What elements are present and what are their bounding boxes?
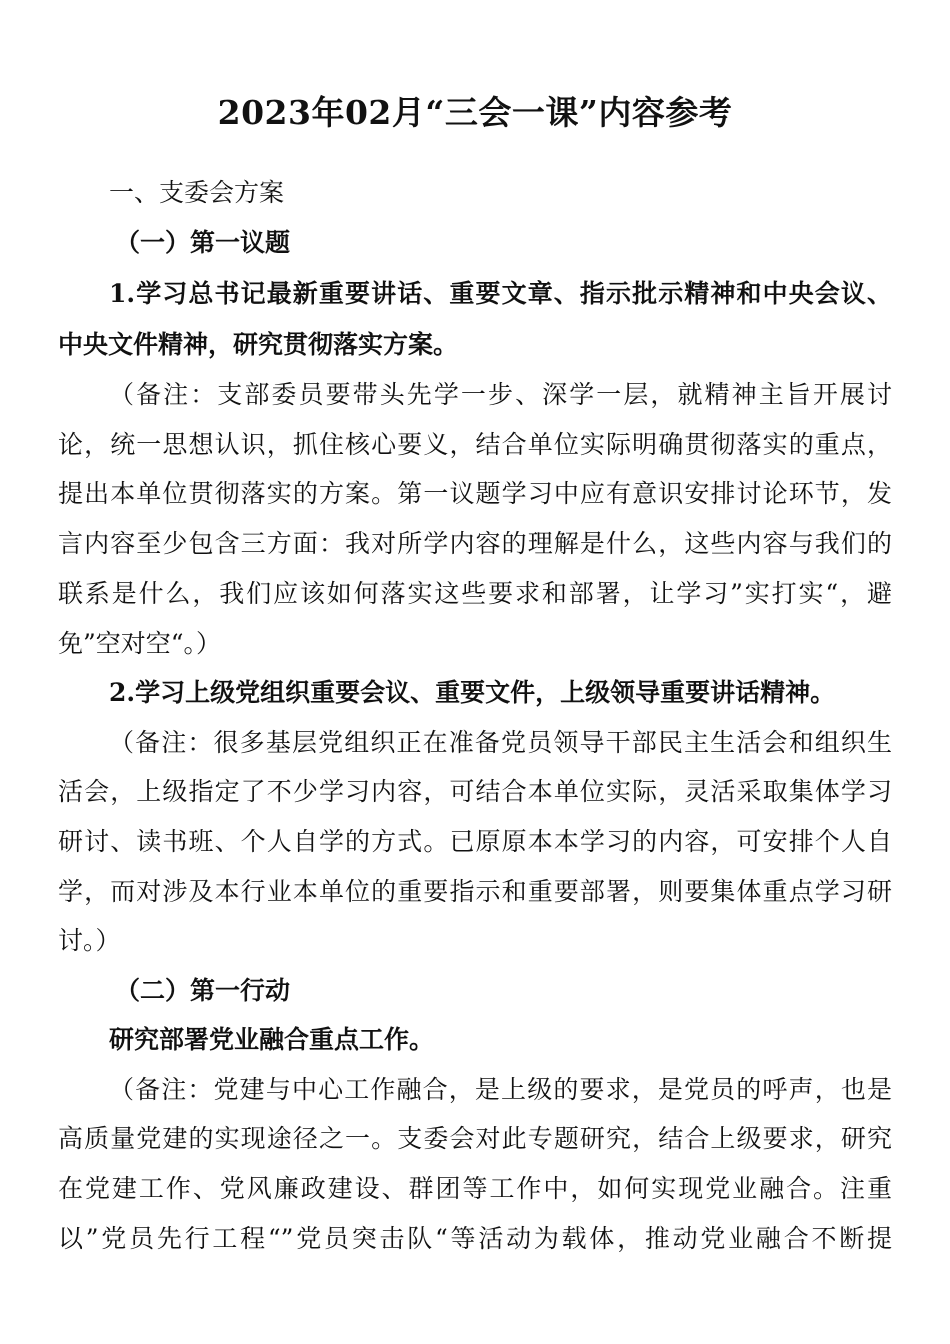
section-heading: 一、支委会方案 <box>109 178 285 207</box>
subsection-heading: （一）第一议题 <box>115 228 291 257</box>
item-3: 研究部署党业融合重点工作。 <box>109 1025 435 1054</box>
note-1-line-6: 免”空对空“。） <box>58 629 222 658</box>
note-2-line-5: 讨。） <box>58 926 121 955</box>
item-1-line-2: 中央文件精神，研究贯彻落实方案。 <box>58 330 459 359</box>
note-3-line-1: （备注：党建与中心工作融合，是上级的要求，是党员的呼声，也是 <box>109 1075 892 1104</box>
note-1-line-1: （备注：支部委员要带头先学一步、深学一层，就精神主旨开展讨 <box>109 380 892 409</box>
note-1-line-2: 论，统一思想认识，抓住核心要义，结合单位实际明确贯彻落实的重点， <box>58 430 892 459</box>
note-2-line-1: （备注：很多基层党组织正在准备党员领导干部民主生活会和组织生 <box>109 728 892 757</box>
item-1-line-1: 1.学习总书记最新重要讲话、重要文章、指示批示精神和中央会议、 <box>109 279 892 308</box>
note-1-line-3: 提出本单位贯彻落实的方案。第一议题学习中应有意识安排讨论环节，发 <box>58 479 892 508</box>
subsection-heading-2: （二）第一行动 <box>115 976 291 1005</box>
note-2-line-4: 学，而对涉及本行业本单位的重要指示和重要部署，则要集体重点学习研 <box>58 877 892 906</box>
note-3-line-3: 在党建工作、党风廉政建设、群团等工作中，如何实现党业融合。注重 <box>58 1174 892 1203</box>
note-1-line-5: 联系是什么，我们应该如何落实这些要求和部署，让学习”实打实“，避 <box>58 579 892 608</box>
note-2-line-3: 研讨、读书班、个人自学的方式。已原原本本学习的内容，可安排个人自 <box>58 827 892 856</box>
note-3-line-2: 高质量党建的实现途径之一。支委会对此专题研究，结合上级要求，研究 <box>58 1124 892 1153</box>
item-2: 2.学习上级党组织重要会议、重要文件，上级领导重要讲话精神。 <box>109 678 836 707</box>
note-1-line-4: 言内容至少包含三方面：我对所学内容的理解是什么，这些内容与我们的 <box>58 529 892 558</box>
document-title: 2023年02月“三会一课”内容参考 <box>217 93 733 132</box>
note-2-line-2: 活会，上级指定了不少学习内容，可结合本单位实际，灵活采取集体学习 <box>58 777 892 806</box>
note-3-line-4: 以”党员先行工程“”党员突击队“等活动为载体，推动党业融合不断提 <box>58 1224 892 1253</box>
